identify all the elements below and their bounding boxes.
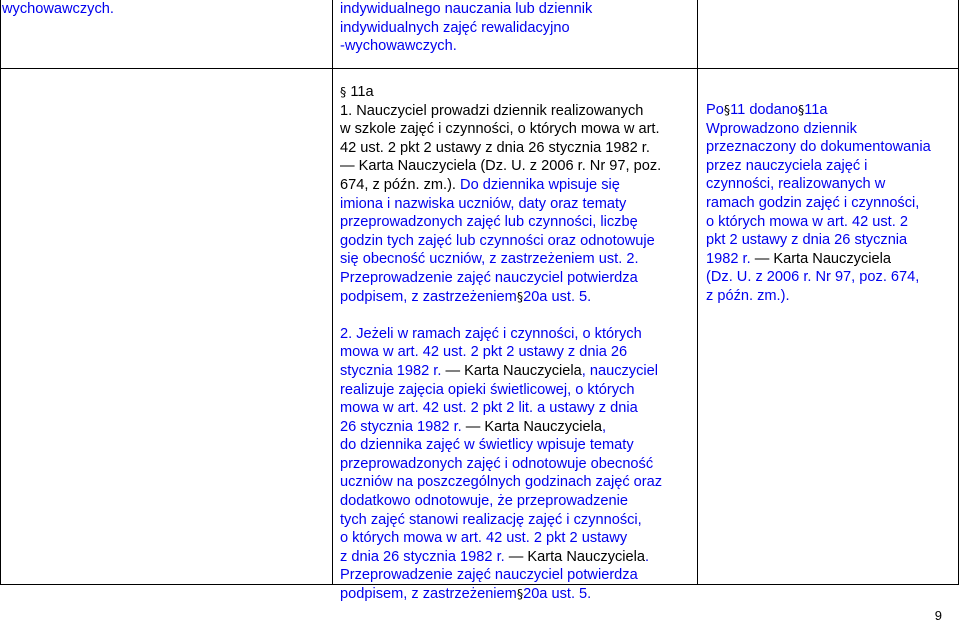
text-line bbox=[706, 120, 931, 139]
text-run: Przeprowadzenie zajęć nauczyciel potwierdza bbox=[340, 269, 638, 286]
row-divider bbox=[0, 68, 959, 69]
text-line bbox=[706, 287, 931, 306]
text-run: przeznaczony do dokumentowania bbox=[706, 139, 931, 156]
dash: — bbox=[461, 418, 485, 435]
text-line bbox=[340, 492, 662, 511]
text-run: Wprowadzono dziennik bbox=[706, 120, 857, 137]
text-line bbox=[340, 157, 662, 176]
act-name: Karta Nauczyciela bbox=[527, 548, 646, 565]
text-run: 1. Nauczyciel prowadzi dziennik realizowanych bbox=[340, 102, 644, 119]
page-number: 9 bbox=[934, 608, 942, 623]
text-line bbox=[340, 269, 662, 288]
text-run: się obecność uczniów, z zastrzeżeniem ust. 2. bbox=[340, 251, 639, 268]
text-run: o których mowa w art. 42 ust. 2 pkt 2 ustawy bbox=[340, 530, 628, 547]
article-heading bbox=[340, 83, 662, 102]
text-line bbox=[340, 139, 662, 158]
text-run: 1982 r. bbox=[706, 250, 751, 267]
text-line bbox=[340, 102, 662, 121]
text-run: imiona i nazwiska uczniów, daty oraz tematy bbox=[340, 195, 627, 212]
text-run: mowa w art. 42 ust. 2 pkt 2 lit. a ustawy z dnia bbox=[340, 400, 638, 417]
text-line bbox=[706, 157, 931, 176]
act-name: Karta Nauczyciela bbox=[464, 362, 582, 379]
middle-top-line: indywidualnego nauczania lub dziennik bbox=[340, 1, 593, 17]
text-line bbox=[706, 231, 931, 250]
section-ref: 11 dodano bbox=[730, 102, 799, 118]
text-run: w szkole zajęć i czynności, o których mowa w art. bbox=[340, 121, 660, 138]
text-line bbox=[706, 101, 931, 120]
middle-top-cell bbox=[340, 0, 592, 56]
text-run: — Karta Nauczyciela (Dz. U. z 2006 r. Nr 97, poz. bbox=[340, 158, 662, 175]
text-run: pkt 2 ustawy z dnia 26 stycznia bbox=[706, 232, 908, 249]
middle-top-line: indywidualnych zajęć rewalidacyjno bbox=[340, 19, 570, 36]
text-run: 674, z późn. zm.). bbox=[340, 176, 456, 193]
text-run: uczniów na poszczególnych godzinach zajęć oraz bbox=[340, 474, 663, 491]
text-run: (Dz. U. z 2006 r. Nr 97, poz. 674, bbox=[706, 269, 920, 286]
text-line bbox=[340, 343, 662, 362]
text-run: mowa w art. 42 ust. 2 pkt 2 ustawy z dnia 26 bbox=[340, 344, 628, 361]
column-divider-1 bbox=[332, 0, 333, 585]
text-run: . bbox=[645, 548, 650, 565]
text-line bbox=[340, 250, 662, 269]
text-run: przez nauczyciela zajęć i bbox=[706, 157, 868, 174]
paragraph-2 bbox=[340, 325, 662, 604]
text-run: realizuje zajęcia opieki świetlicowej, o których bbox=[340, 381, 635, 398]
text-run: do dziennika zajęć w świetlicy wpisuje tematy bbox=[340, 437, 634, 454]
text-line bbox=[340, 585, 662, 604]
text-line bbox=[340, 436, 662, 455]
text-run: podpisem, z zastrzeżeniem bbox=[340, 288, 517, 305]
text-line bbox=[340, 511, 662, 530]
left-cell-text: wychowawczych. bbox=[2, 1, 114, 17]
text-line bbox=[706, 194, 931, 213]
text-run: Przeprowadzenie zajęć nauczyciel potwierdza bbox=[340, 567, 638, 584]
right-comment-cell bbox=[706, 101, 931, 306]
text-run: 26 stycznia 1982 r. bbox=[340, 418, 462, 435]
dash: — bbox=[504, 548, 528, 565]
article-number: 11a bbox=[350, 84, 374, 100]
section-sign-icon: § bbox=[516, 586, 524, 602]
text-run: Po bbox=[706, 102, 724, 118]
table-border-left bbox=[0, 0, 1, 585]
dash: — bbox=[750, 250, 774, 267]
text-run: godzin tych zajęć lub czynności oraz odnotowuje bbox=[340, 232, 655, 249]
text-line bbox=[706, 175, 931, 194]
text-line bbox=[706, 268, 931, 287]
act-name: Karta Nauczyciela bbox=[773, 250, 891, 267]
section-sign-icon: § bbox=[723, 102, 731, 117]
text-line bbox=[340, 195, 662, 214]
text-run: o których mowa w art. 42 ust. 2 bbox=[706, 213, 908, 230]
section-sign-icon: § bbox=[340, 84, 347, 99]
text-run: czynności, realizowanych w bbox=[706, 176, 886, 193]
section-ref: 20a ust. 5. bbox=[523, 586, 592, 603]
text-line bbox=[340, 418, 662, 437]
text-run: tych zajęć stanowi realizację zajęć i czynności, bbox=[340, 511, 642, 528]
text-run: Do dziennika wpisuje się bbox=[456, 176, 620, 193]
text-line bbox=[340, 362, 662, 381]
text-line bbox=[340, 176, 662, 195]
text-line bbox=[340, 455, 662, 474]
middle-body-cell bbox=[340, 83, 662, 604]
dash: — bbox=[441, 362, 465, 379]
table-border-right bbox=[958, 0, 959, 585]
text-line bbox=[340, 120, 662, 139]
text-run: , bbox=[602, 418, 607, 435]
text-line bbox=[340, 566, 662, 585]
text-run: dodatkowo odnotowuje, że przeprowadzenie bbox=[340, 493, 629, 510]
text-line bbox=[340, 399, 662, 418]
text-run: 42 ust. 2 pkt 2 ustawy z dnia 26 stycznia 1982 r. bbox=[340, 139, 650, 156]
section-ref: 20a ust. 5. bbox=[523, 288, 592, 305]
text-line bbox=[340, 548, 662, 567]
text-line bbox=[706, 138, 931, 157]
text-run: przeprowadzonych zajęć i odnotowuje obecność bbox=[340, 455, 654, 472]
text-run: ramach godzin zajęć i czynności, bbox=[706, 194, 920, 211]
text-line bbox=[340, 288, 662, 307]
section-ref: 11a bbox=[804, 102, 828, 118]
text-line bbox=[340, 473, 662, 492]
text-line bbox=[340, 529, 662, 548]
text-run: podpisem, z zastrzeżeniem bbox=[340, 586, 517, 603]
text-line bbox=[340, 232, 662, 251]
text-run: z późn. zm.). bbox=[706, 287, 790, 304]
text-line bbox=[340, 325, 662, 344]
act-name: Karta Nauczyciela bbox=[484, 418, 603, 435]
column-divider-2 bbox=[697, 0, 698, 585]
text-run: z dnia 26 stycznia 1982 r. bbox=[340, 548, 505, 565]
text-run: przeprowadzonych zajęć lub czynności, liczbę bbox=[340, 214, 638, 231]
section-sign-icon: § bbox=[798, 102, 805, 117]
text-line bbox=[340, 213, 662, 232]
text-line bbox=[706, 250, 931, 269]
left-cell bbox=[2, 0, 114, 19]
paragraph-1 bbox=[340, 102, 662, 307]
middle-top-line: -wychowawczych. bbox=[340, 38, 457, 55]
text-line bbox=[340, 381, 662, 400]
text-run: 2. Jeżeli w ramach zajęć i czynności, o których bbox=[340, 325, 642, 342]
text-run: , nauczyciel bbox=[581, 362, 658, 379]
text-run: stycznia 1982 r. bbox=[340, 362, 442, 379]
text-line bbox=[706, 213, 931, 232]
section-sign-icon: § bbox=[516, 288, 524, 304]
